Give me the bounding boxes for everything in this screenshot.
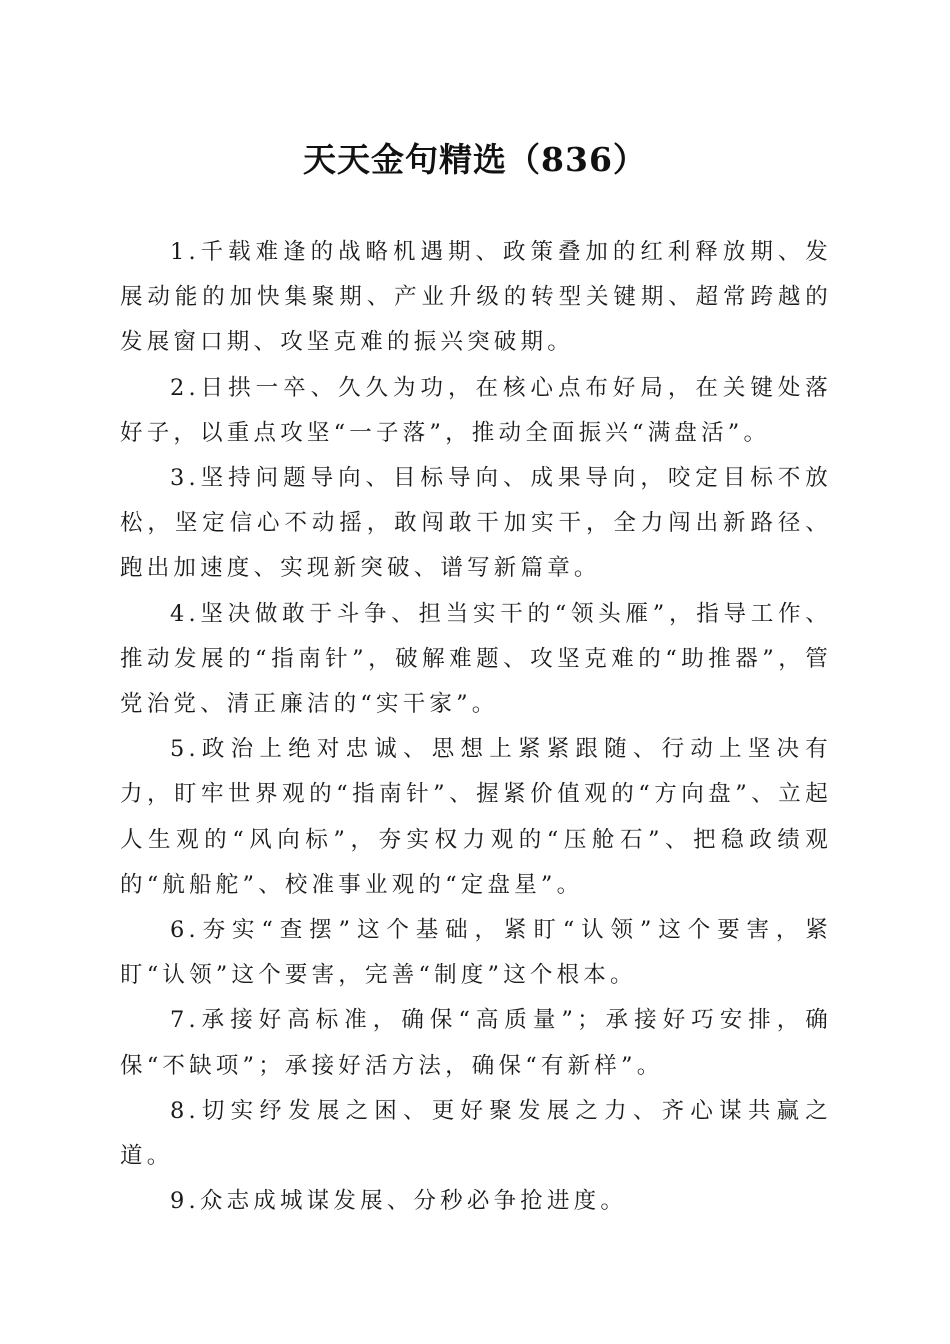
paragraph-6: 6.夯实“查摆”这个基础，紧盯“认领”这个要害，紧盯“认领”这个要害，完善“制度”这个根本。 bbox=[120, 917, 832, 989]
paragraph-5: 5.政治上绝对忠诚、思想上紧紧跟随、行动上坚决有力，盯牢世界观的“指南针”、握紧价值观的“方向盘”、立起人生观的“风向标”，夯实权力观的“压舱石”、把稳政绩观的“航船舵”、校准事业观的“定盘星”。 bbox=[120, 736, 832, 898]
document-body bbox=[120, 230, 832, 1224]
paragraph-2: 2.日拱一卒、久久为功，在核心点布好局，在关键处落好子，以重点攻坚“一子落”，推动全面振兴“满盘活”。 bbox=[120, 374, 832, 446]
paragraph-9: 9.众志成城谋发展、分秒必争抢进度。 bbox=[170, 1188, 628, 1215]
paragraph-1: 1.千载难逢的战略机遇期、政策叠加的红利释放期、发展动能的加快集聚期、产业升级的转型关键期、超常跨越的发展窗口期、攻坚克难的振兴突破期。 bbox=[120, 239, 832, 356]
paragraph-7: 7.承接好高标准，确保“高质量”；承接好巧安排，确保“不缺项”；承接好活方法，确保“有新样”。 bbox=[120, 1007, 832, 1079]
document-title: 天天金句精选（836） bbox=[303, 140, 647, 179]
paragraph-4: 4.坚决做敢于斗争、担当实干的“领头雁”，指导工作、推动发展的“指南针”，破解难题、攻坚克难的“助推器”，管党治党、清正廉洁的“实干家”。 bbox=[120, 600, 832, 718]
paragraph-8: 8.切实纾发展之困、更好聚发展之力、齐心谋共赢之道。 bbox=[120, 1097, 832, 1170]
paragraph-3: 3.坚持问题导向、目标导向、成果导向，咬定目标不放松，坚定信心不动摇，敢闯敢干加实干，全力闯出新路径、跑出加速度、实现新突破、谱写新篇章。 bbox=[120, 465, 832, 582]
